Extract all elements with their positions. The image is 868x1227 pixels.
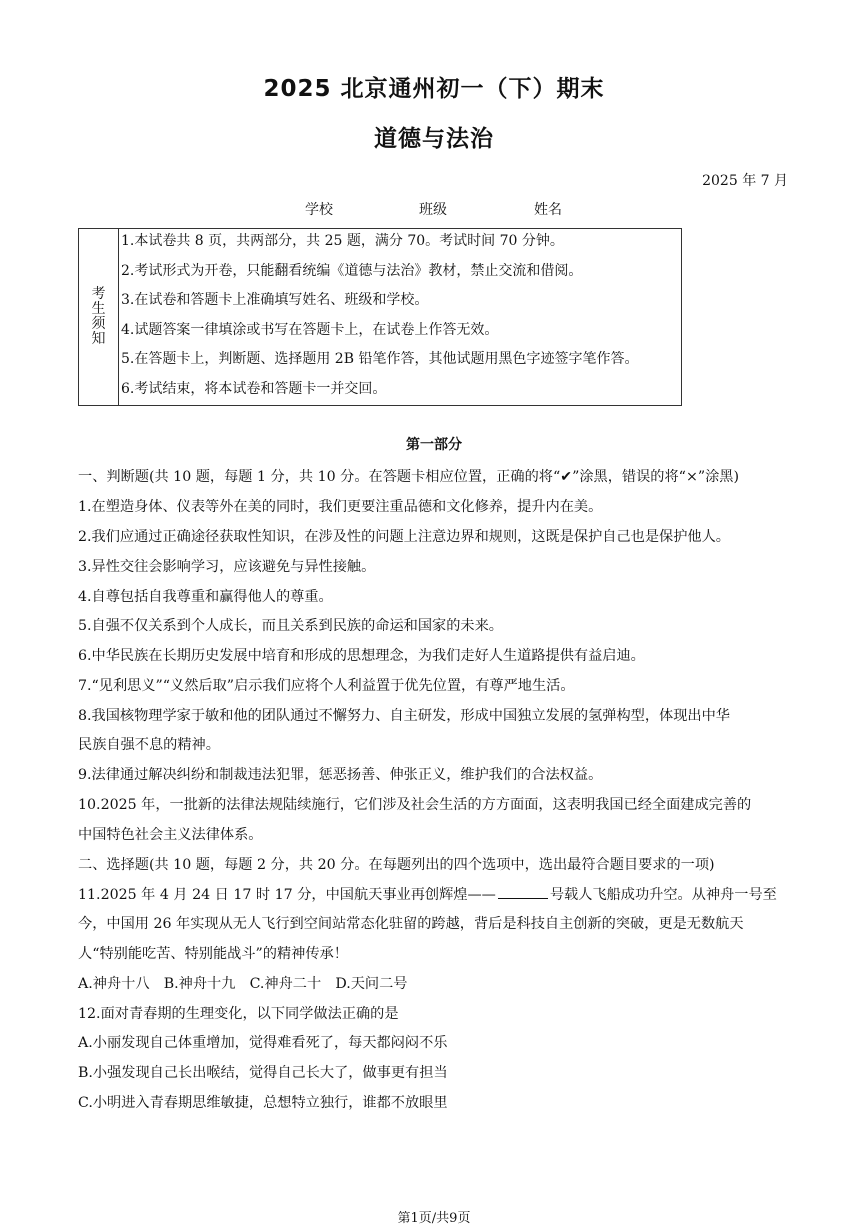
notice-item: 2.考试形式为开卷，只能翻看统编《道德与法治》教材，禁止交流和借阅。 xyxy=(121,262,583,279)
question-line: 1.在塑造身体、仪表等外在美的同时，我们更要注重品德和文化修养，提升内在美。 xyxy=(78,499,603,515)
choice-section-instructions: 二、选择题(共 10 题，每题 2 分，共 20 分。在每题列出的四个选项中，选出最符合题目要求的一项) xyxy=(78,857,715,873)
question-line: 10.2025 年，一批新的法律法规陆续施行，它们涉及社会生活的方方面面，这表明我国已经全面建成完善的 xyxy=(78,797,752,813)
answer-blank xyxy=(498,885,548,899)
notice-item: 5.在答题卡上，判断题、选择题用 2B 铅笔作答，其他试题用黑色字迹签字笔作答。 xyxy=(121,351,639,368)
exam-title: 2025 北京通州初一（下）期末 xyxy=(263,76,605,102)
q11-options: A.神舟十八 B.神舟十九 C.神舟二十 D.天问二号 xyxy=(78,976,408,992)
notice-item: 1.本试卷共 8 页，共两部分，共 25 题，满分 70。考试时间 70 分钟。 xyxy=(121,233,564,249)
question-12-stem: 12.面对青春期的生理变化，以下同学做法正确的是 xyxy=(78,1006,399,1022)
question-line: 8.我国核物理学家于敏和他的团队通过不懈努力、自主研发，形成中国独立发展的氢弹构型，体现出中华 xyxy=(78,708,730,724)
notice-label xyxy=(79,229,119,405)
notice-label-char: 知 xyxy=(91,331,106,347)
question-line: 民族自强不息的精神。 xyxy=(78,737,220,753)
q12-option: B.小强发现自己长出喉结，觉得自己长大了，做事更有担当 xyxy=(78,1065,448,1081)
notice-label-char: 生 xyxy=(91,301,106,317)
subject-title: 道德与法治 xyxy=(374,126,494,152)
field-class: 班级 xyxy=(419,202,447,218)
notice-label-char: 考 xyxy=(91,286,106,302)
question-11-line1 xyxy=(78,884,777,904)
field-name: 姓名 xyxy=(534,202,562,218)
notice-label-char: 须 xyxy=(91,316,106,332)
exam-date: 2025 年 7 月 xyxy=(702,173,788,189)
notice-item: 6.考试结束，将本试卷和答题卡一并交回。 xyxy=(121,380,387,397)
judgment-section-instructions: 一、判断题(共 10 题，每题 1 分，共 10 分。在答题卡相应位置，正确的将“✔”涂黑，错误的将“×”涂黑) xyxy=(78,469,739,485)
notice-item: 3.在试卷和答题卡上准确填写姓名、班级和学校。 xyxy=(121,292,429,309)
q12-option: C.小明进入青春期思维敏捷，总想特立独行，谁都不放眼里 xyxy=(78,1095,448,1111)
question-line: 9.法律通过解决纠纷和制裁违法犯罪，惩恶扬善、伸张正义，维护我们的合法权益。 xyxy=(78,767,603,783)
question-line: 7.“见利思义”“义然后取”启示我们应将个人利益置于优先位置，有尊严地生活。 xyxy=(78,678,575,694)
q12-option: A.小丽发现自己体重增加，觉得难看死了，每天都闷闷不乐 xyxy=(78,1035,448,1051)
question-line: 3.异性交往会影响学习，应该避免与异性接触。 xyxy=(78,559,376,575)
field-school: 学校 xyxy=(305,202,333,218)
question-line: 今，中国用 26 年实现从无人飞行到空间站常态化驻留的跨越，背后是科技自主创新的突破，更是无数航天 xyxy=(78,916,744,932)
question-line: 4.自尊包括自我尊重和赢得他人的尊重。 xyxy=(78,589,333,605)
question-line: 人“特别能吃苦、特别能战斗”的精神传承！ xyxy=(78,946,348,962)
q11-text-after: 号载人飞船成功升空。从神舟一号至 xyxy=(549,887,777,903)
part1-heading: 第一部分 xyxy=(406,437,462,453)
page-footer: 第1页/共9页 xyxy=(397,1211,471,1226)
question-line: 5.自强不仅关系到个人成长，而且关系到民族的命运和国家的未来。 xyxy=(78,618,503,634)
question-line: 2.我们应通过正确途径获取性知识，在涉及性的问题上注意边界和规则，这既是保护自己也是保护他人。 xyxy=(78,529,730,545)
exam-notice-box xyxy=(78,228,682,406)
q11-text-before: 11.2025 年 4 月 24 日 17 时 17 分，中国航天事业再创辉煌—— xyxy=(78,887,496,903)
question-line: 6.中华民族在长期历史发展中培育和形成的思想理念，为我们走好人生道路提供有益启迪。 xyxy=(78,648,645,664)
question-line: 中国特色社会主义法律体系。 xyxy=(78,827,263,843)
notice-item: 4.试题答案一律填涂或书写在答题卡上，在试卷上作答无效。 xyxy=(121,321,499,338)
notice-items xyxy=(119,229,681,405)
